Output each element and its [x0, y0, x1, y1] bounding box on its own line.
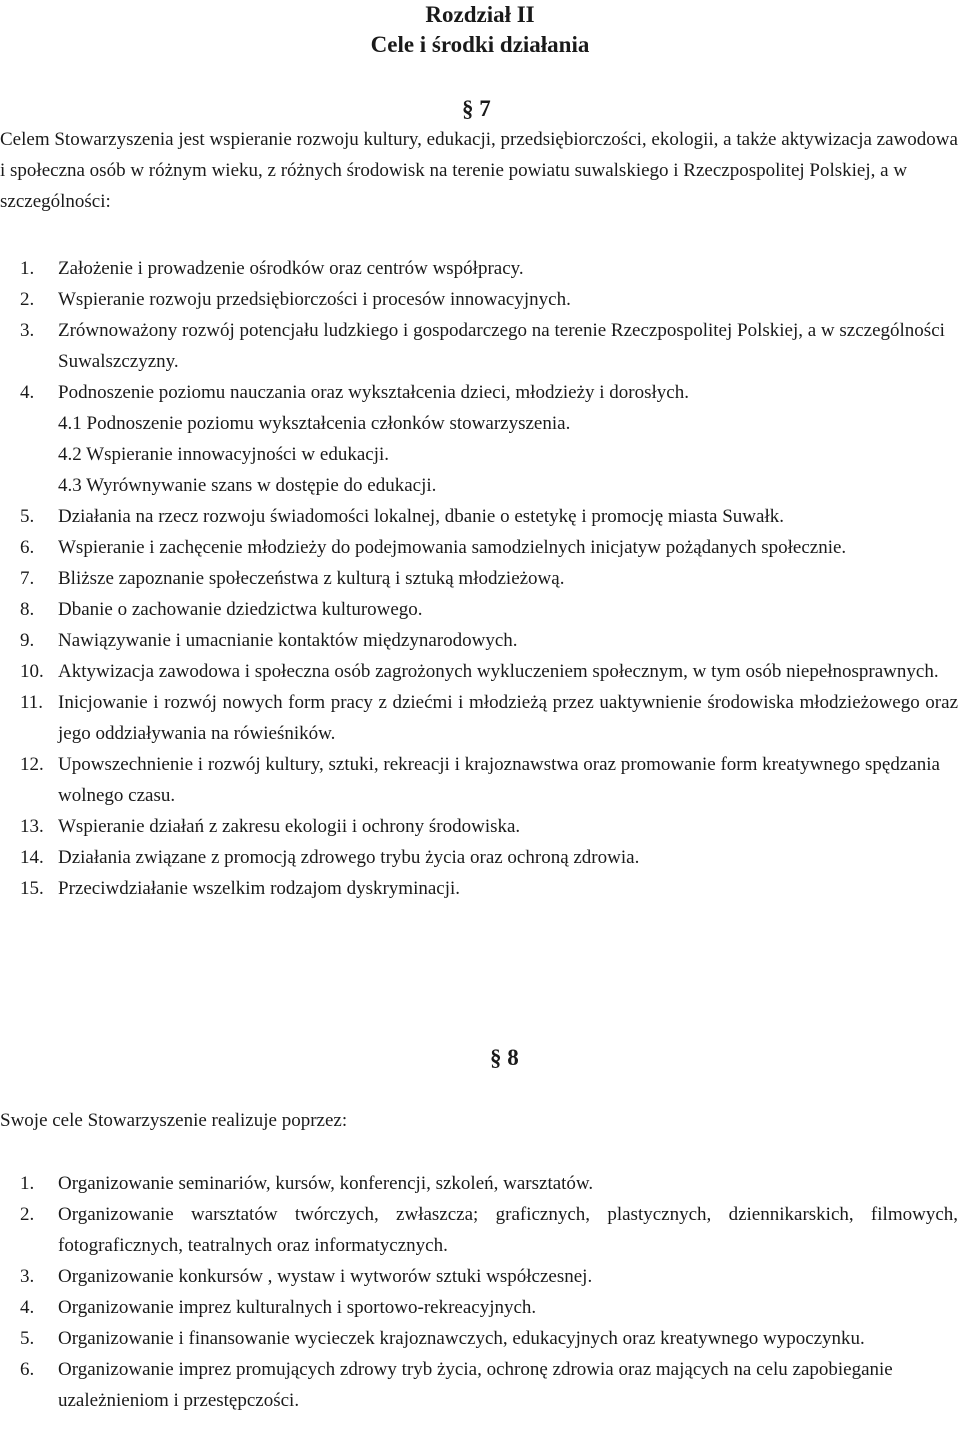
list-item-text: Wspieranie i zachęcenie młodzieży do podejmowania samodzielnych inicjatyw pożądanych społecznie. [58, 537, 847, 558]
list-item-text: Założenie i prowadzenie ośrodków oraz centrów współpracy. [58, 258, 524, 279]
list-item-number: 2. [20, 289, 35, 310]
list-subitem-text: 4.2 Wspieranie innowacyjności w edukacji. [58, 444, 389, 465]
list-item [0, 656, 958, 687]
list-item-text: Działania na rzecz rozwoju świadomości lokalnej, dbanie o estetykę i promocję miasta Suwałk. [58, 506, 784, 527]
list-item [0, 873, 958, 904]
list-item-text: Wspieranie rozwoju przedsiębiorczości i procesów innowacyjnych. [58, 289, 571, 310]
list-subitem [0, 408, 958, 439]
list-subitem [0, 470, 958, 501]
list-item-number: 14. [20, 847, 44, 868]
list-item-number: 3. [20, 320, 35, 341]
list-item [0, 1292, 958, 1323]
section-8-intro: Swoje cele Stowarzyszenie realizuje poprzez: [0, 1110, 348, 1131]
list-item-text: Aktywizacja zawodowa i społeczna osób zagrożonych wykluczeniem społecznym, w tym osób niepełnosprawnych. [58, 661, 939, 682]
list-item [0, 811, 958, 842]
list-item [0, 1261, 958, 1292]
section-7-intro: Celem Stowarzyszenia jest wspieranie rozwoju kultury, edukacji, przedsiębiorczości, ekologii, a także aktywizacja zawodowa i społeczna osób w różnym wieku, z różnych środowisk na terenie powiatu suwalskiego i Rzeczpospolitej Polskiej, a w szczególności: [0, 129, 958, 212]
list-item [0, 377, 958, 408]
list-item-number: 7. [20, 568, 35, 589]
list-subitem [0, 439, 958, 470]
list-item-number: 2. [20, 1204, 35, 1225]
list-item [0, 532, 958, 563]
list-item-text: Podnoszenie poziomu nauczania oraz wykształcenia dzieci, młodzieży i dorosłych. [58, 382, 689, 403]
list-item [0, 594, 958, 625]
list-item-number: 13. [20, 816, 44, 837]
section-8-mark: § 8 [490, 1045, 519, 1070]
list-item-text: Organizowanie i finansowanie wycieczek krajoznawczych, edukacyjnych oraz kreatywnego wypoczynku. [58, 1328, 865, 1349]
list-item-number: 5. [20, 506, 35, 527]
list-item [0, 1354, 958, 1416]
list-item-text: Organizowanie seminariów, kursów, konferencji, szkoleń, warsztatów. [58, 1173, 594, 1194]
list-item [0, 1323, 958, 1354]
list-item-number: 15. [20, 878, 44, 899]
list-item [0, 1199, 958, 1261]
section-7-list [0, 253, 958, 904]
list-item-text: Dbanie o zachowanie dziedzictwa kulturowego. [58, 599, 423, 620]
list-item-number: 9. [20, 630, 35, 651]
list-item-number: 1. [20, 258, 35, 279]
list-item-number: 3. [20, 1266, 35, 1287]
section-7-mark: § 7 [462, 96, 491, 121]
list-item-text: Organizowanie imprez promujących zdrowy tryb życia, ochronę zdrowia oraz mających na celu zapobieganie uzależnieniom i przestępczości. [58, 1359, 893, 1411]
list-item-text: Organizowanie imprez kulturalnych i sportowo-rekreacyjnych. [58, 1297, 537, 1318]
list-item [0, 501, 958, 532]
list-item [0, 749, 958, 811]
list-item-text: Zrównoważony rozwój potencjału ludzkiego i gospodarczego na terenie Rzeczpospolitej Polskiej, a w szczególności Suwalszczyzny. [58, 320, 945, 372]
list-item-number: 8. [20, 599, 35, 620]
list-item [0, 284, 958, 315]
list-item-number: 10. [20, 661, 44, 682]
list-item-number: 12. [20, 754, 44, 775]
list-item-number: 11. [20, 692, 44, 713]
chapter-title: Cele i środki działania [370, 32, 590, 57]
list-item-text: Wspieranie działań z zakresu ekologii i ochrony środowiska. [58, 816, 521, 837]
list-item-number: 4. [20, 382, 35, 403]
list-subitem-text: 4.3 Wyrównywanie szans w dostępie do edukacji. [58, 475, 437, 496]
list-item-text: Organizowanie warsztatów twórczych, zwłaszcza; graficznych, plastycznych, dziennikarskich, filmowych, fotograficznych, teatralnych oraz informatycznych. [58, 1204, 958, 1256]
section-8-list [0, 1168, 958, 1416]
list-item-text: Upowszechnienie i rozwój kultury, sztuki, rekreacji i krajoznawstwa oraz promowanie form kreatywnego spędzania wolnego czasu. [58, 754, 940, 806]
list-item-number: 1. [20, 1173, 35, 1194]
list-item-text: Nawiązywanie i umacnianie kontaktów międzynarodowych. [58, 630, 518, 651]
list-item-text: Inicjowanie i rozwój nowych form pracy z dziećmi i młodzieżą przez uaktywnienie środowiska młodzieżowego oraz jego oddziaływania na rówieśników. [58, 692, 958, 744]
list-item-number: 6. [20, 1359, 35, 1380]
list-item [0, 315, 958, 377]
list-subitem-text: 4.1 Podnoszenie poziomu wykształcenia członków stowarzyszenia. [58, 413, 571, 434]
list-item-text: Bliższe zapoznanie społeczeństwa z kulturą i sztuką młodzieżową. [58, 568, 565, 589]
list-item [0, 253, 958, 284]
list-item-number: 6. [20, 537, 35, 558]
list-item-number: 4. [20, 1297, 35, 1318]
list-item [0, 625, 958, 656]
list-item-text: Działania związane z promocją zdrowego trybu życia oraz ochroną zdrowia. [58, 847, 640, 868]
list-item [0, 687, 958, 749]
list-item-text: Przeciwdziałanie wszelkim rodzajom dyskryminacji. [58, 878, 461, 899]
list-item-number: 5. [20, 1328, 35, 1349]
list-item [0, 563, 958, 594]
list-item [0, 842, 958, 873]
chapter-number: Rozdział II [425, 2, 535, 27]
list-item [0, 1168, 958, 1199]
list-item-text: Organizowanie konkursów , wystaw i wytworów sztuki współczesnej. [58, 1266, 593, 1287]
